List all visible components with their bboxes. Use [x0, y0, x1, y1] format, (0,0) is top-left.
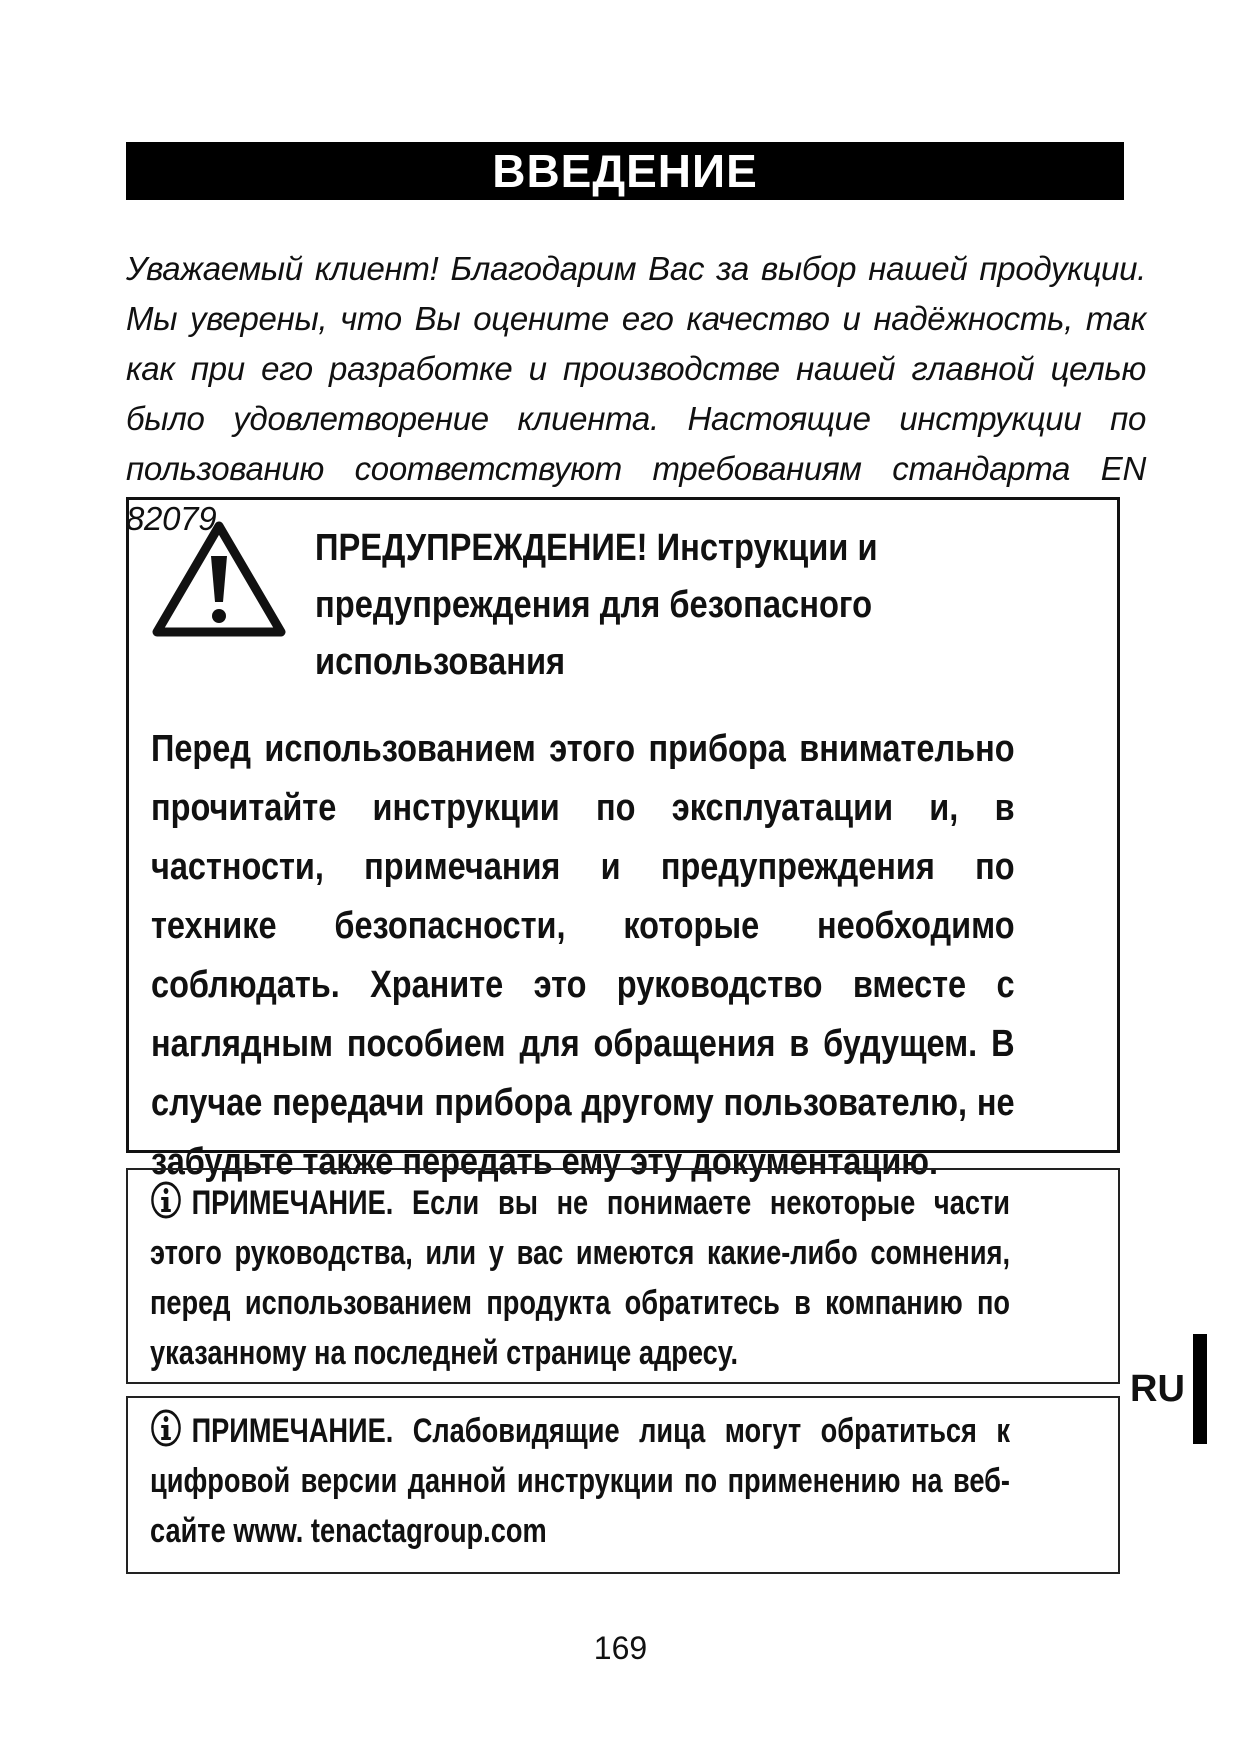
intro-paragraph: Уважаемый клиент! Благодарим Вас за выбор нашей продукции. Мы уверены, что Вы оцените его качество и надёжность, так как при его разработке и производстве нашей главной целью было удовлетворение клиента. Настоящие инструкции по пользованию соответствуют требованиям стандарта EN 82079. — [126, 250, 1146, 537]
section-title-bar — [126, 142, 1124, 200]
note-text-2 — [150, 1406, 1010, 1556]
language-tab-bar — [1193, 1334, 1207, 1444]
page-number: 169 — [593, 1630, 648, 1666]
note-box-1 — [126, 1168, 1120, 1384]
info-icon — [150, 1180, 182, 1220]
language-tab: RU — [1130, 1368, 1185, 1410]
note-text-1 — [150, 1178, 1010, 1378]
section-title: ВВЕДЕНИЕ — [492, 145, 758, 197]
warning-body: Перед использованием этого прибора внимательно прочитайте инструкции по эксплуатации и, в частности, примечания и предупреждения по технике безопасности, которые необходимо соблюдать. Храните это руководство вместе с наглядным пособием для обращения в будущем. В случае передачи прибора другому пользователю, не забудьте также передать ему эту документацию. — [151, 728, 1015, 1183]
note-text-2-content: ПРИМЕЧАНИЕ. Слабовидящие лица могут обратиться к цифровой версии данной инструкции по применению на веб-сайте www. tenactagroup.com — [150, 1412, 1011, 1550]
warning-triangle-icon — [151, 518, 287, 640]
info-icon — [150, 1408, 182, 1448]
note-box-2 — [126, 1396, 1120, 1574]
warning-title: ПРЕДУПРЕЖДЕНИЕ! Инструкции и предупреждения для безопасного использования — [315, 527, 878, 683]
warning-box — [126, 497, 1120, 1183]
note-text-1-content: ПРИМЕЧАНИЕ. Если вы не понимаете некоторые части этого руководства, или у вас имеются какие-либо сомнения, перед использованием продукта обратитесь в компанию по указанному на последней странице адресу. — [150, 1184, 1011, 1372]
